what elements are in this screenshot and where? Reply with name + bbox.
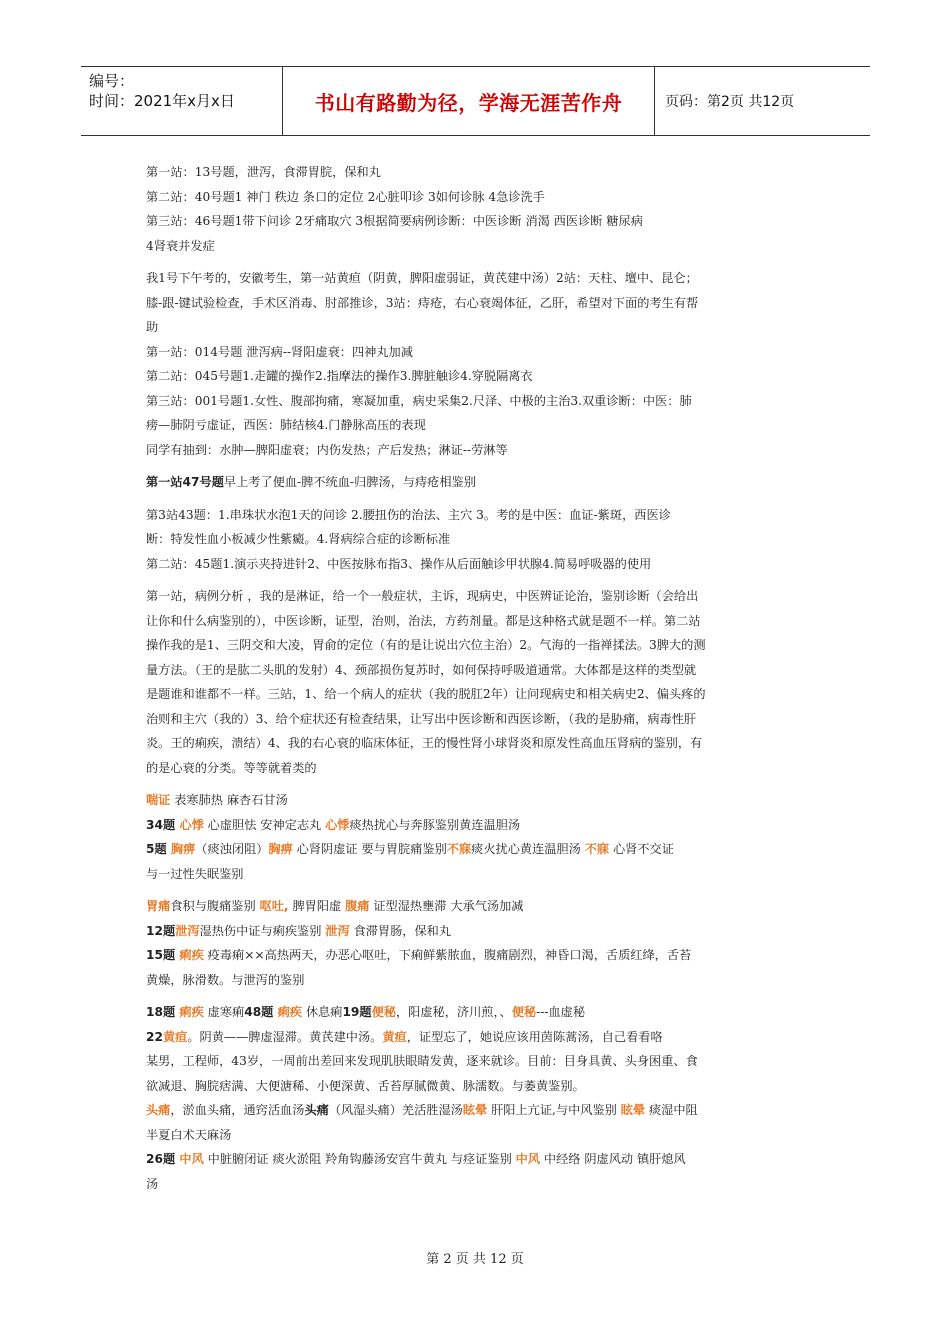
keyword: 泄泻 <box>325 923 350 938</box>
text-line <box>146 1098 806 1123</box>
text-span: 痰火扰心黄连温胆汤 <box>471 842 585 856</box>
text-line: 某男，工程师，43岁，一周前出差回来发现肌肤眼睛发黄，逐来就诊。目前：目身具黄、头身困重、食 <box>146 1054 698 1068</box>
question-number: 34题 <box>146 817 180 832</box>
keyword: 中风 <box>179 1152 204 1166</box>
text-line: 第一站，病例分析 ，我的是淋证，给一个一般症状，主诉，现病史，中医辨证论治，鉴别诊断（会给出 <box>146 589 699 603</box>
text-line: 让你和什么病鉴别的），中医诊断，证型，治则，治法，方药剂量。都是这种格式就是题不一样。第二站 <box>146 613 701 628</box>
text-line: 黄燥，脉滑数。与泄泻的鉴别 <box>146 972 305 987</box>
text-line <box>146 919 806 944</box>
text-line: 第二站：045号题1.走罐的操作2.指摩法的操作3.脾脏触诊4.穿脱隔离衣 <box>146 369 533 383</box>
text-line: 痨—肺阴亏虚证，西医：肺结核4.门静脉高压的表现 <box>146 418 426 432</box>
text-line: 欲减退、胸脘痞满、大便溏稀、小便深黄、舌苔厚腻微黄、脉濡数。与萎黄鉴别。 <box>146 1078 585 1093</box>
text-line: 是题谁和谁都不一样。三站，1、给一个病人的症状（我的脱肛2年）让问现病史和相关病史2、偏头疼的 <box>146 687 706 701</box>
keyword: 腹痛 <box>345 899 370 913</box>
keyword: 眩晕 <box>620 1103 646 1117</box>
motto: 书山有路勤为径，学海无涯苦作舟 <box>283 67 655 135</box>
text-span: 。阴黄——脾虚湿滞。黄芪建中汤。 <box>187 1029 383 1044</box>
text-line <box>146 788 806 813</box>
text-line: 第二站：45题1.演示夹持进针2、中医按脉布指3、操作从后面触诊甲状腺4.简易呼吸器的使用 <box>146 556 652 571</box>
keyword: 不寐 <box>446 842 472 856</box>
text-line <box>146 894 806 919</box>
text-line: 同学有抽到：水肿—脾阳虚衰；内伤发热；产后发热；淋证--劳淋等 <box>146 442 508 457</box>
page-header <box>81 66 870 136</box>
text-line: 膝-跟-键试验检查，手术区消毒、肘部推诊，3站：痔疮，右心衰竭体征，乙肝，希望对下面的考生有帮 <box>146 295 699 310</box>
text-span: 食滞胃肠，保和丸 <box>349 923 452 938</box>
text-line: 的是心衰的分类。等等就着类的 <box>146 760 317 775</box>
text-span: 心肾不交证 <box>609 842 674 856</box>
keyword: 便秘 <box>371 1005 396 1019</box>
text-line: 第一站：13号题，泄泻，食滞胃脘，保和丸 <box>146 165 381 179</box>
text-span: 中脏腑闭证 痰火淤阻 羚角钩藤汤安宫牛黄丸 与痉证鉴别 <box>203 1152 516 1166</box>
keyword: 心悸 <box>325 817 350 832</box>
text-line: 量方法。（王的是肱二头肌的发射）4、颈部损伤复苏时，如何保持呼吸道通常。大体都是这样的类型就 <box>146 662 697 677</box>
keyword: 黄疸 <box>382 1029 407 1044</box>
text-line: 半夏白术天麻汤 <box>146 1127 232 1142</box>
keyword: 痢疾 <box>277 1005 302 1019</box>
keyword: 喘证 <box>146 793 171 807</box>
text-line <box>146 470 806 495</box>
text-line: 我1号下午考的，安徽考生，第一站黄疸（阴黄，脾阳虚弱证，黄芪建中汤）2站：天柱、壇中、昆仑； <box>146 271 698 285</box>
text-span: 中经络 阴虚风动 镇肝熄风 <box>540 1152 686 1166</box>
header-meta <box>81 67 283 135</box>
text-line: 第三站：46号题1带下问诊 2牙痛取穴 3根据简要病例诊断：中医诊断 消渴 西医诊断 糖尿病 <box>146 214 643 228</box>
text-line: 治则和主穴（我的）3、给个症状还有检查结果，让写出中医诊断和西医诊断，（我的是胁痛，病毒性肝 <box>146 711 697 726</box>
text-line: 断：特发性血小板减少性紫癜。4.肾病综合症的诊断标准 <box>146 532 451 546</box>
text-span: ，证型忘了，她说应该用茵陈蒿汤，自己看看咯 <box>406 1029 663 1044</box>
keyword: 痢疾 <box>179 948 204 962</box>
text-span: ，淤血头痛，通窍活血汤 <box>170 1103 305 1117</box>
document-body <box>146 160 806 1196</box>
text-line: 第二站：40号题1 神门 秩边 条口的定位 2心脏叩诊 3如何诊脉 4急诊洗手 <box>146 189 545 204</box>
text-line <box>146 1025 806 1050</box>
text-span: 休息痢 <box>302 1005 343 1019</box>
keyword: 胸痹 <box>170 842 196 856</box>
text-span: 疫毒痢××高热两天，办恶心呕吐，下痢鲜紫脓血，腹痛剧烈，神昏口渴，舌质红绛，舌苔 <box>203 948 692 962</box>
text-line <box>146 1147 806 1172</box>
text-line <box>146 813 806 838</box>
text-span: 脾胃阳虚 <box>288 899 346 913</box>
question-number: 48题 <box>244 1005 278 1019</box>
text-line: 汤 <box>146 1176 159 1191</box>
question-number: 5题 <box>146 842 171 856</box>
text-span: 心虚胆怯 安神定志丸 <box>203 817 326 832</box>
keyword: 黄疸 <box>162 1029 188 1044</box>
text-span: ，阳虚秘，济川煎，、 <box>395 1005 512 1019</box>
text-span: 早上考了便血-脾不统血-归脾汤，与痔疮相鉴别 <box>223 475 476 489</box>
text-span: 心肾阴虚证 要与胃脘痛鉴别 <box>292 842 447 856</box>
text-line: 与一过性失眠鉴别 <box>146 866 244 881</box>
question-number: 26题 <box>146 1152 180 1166</box>
text-span: 肝阳上亢证,与中风鉴别 <box>487 1103 621 1117</box>
question-number: 12题 <box>146 923 176 938</box>
text-span: 痰热扰心与奔豚鉴别黄连温胆汤 <box>349 817 521 832</box>
keyword: 心悸 <box>179 817 204 832</box>
keyword: 泄泻 <box>175 923 200 938</box>
page-info: 页码：第2页 共12页 <box>665 94 795 110</box>
number-label: 编号： <box>89 72 135 90</box>
question-number: 15题 <box>146 948 180 962</box>
text-span: 表寒肺热 麻杏石甘汤 <box>170 793 288 807</box>
keyword: 眩晕 <box>462 1103 488 1117</box>
keyword: 胃痛 <box>146 899 171 913</box>
question-number: 19题 <box>342 1005 372 1019</box>
time-label: 时间：2021年x月x日 <box>89 92 235 110</box>
keyword: 不寐 <box>584 842 610 856</box>
page-footer: 第 2 页 共 12 页 <box>426 1252 524 1267</box>
text-line: 4肾衰并发症 <box>146 238 215 253</box>
text-line: 第3站43题：1.串珠状水泡1天的问诊 2.腰扭伤的治法、主穴 3。考的是中医：血证-紫斑，西医诊 <box>146 507 671 522</box>
keyword: 中风 <box>515 1152 541 1166</box>
text-span: （风湿头痛）羌活胜湿汤 <box>328 1103 463 1117</box>
text-line: 第一站：014号题 泄泻病--肾阳虚衰：四神丸加减 <box>146 344 413 359</box>
keyword: 便秘 <box>511 1005 537 1019</box>
text-line: 操作我的是1、三阴交和大凌，胃俞的定位（有的是让说出穴位主治）2。气海的一指禅揉法。3脾大的测 <box>146 638 706 652</box>
keyword-bold: 头痛 <box>304 1103 329 1117</box>
text-span: ---血虚秘 <box>536 1005 586 1019</box>
text-line: 助 <box>146 320 159 334</box>
question-number: 22 <box>146 1029 163 1044</box>
text-span: 虚寒痢 <box>203 1005 245 1019</box>
keyword: 痢疾 <box>179 1005 204 1019</box>
text-line <box>146 1000 806 1025</box>
text-span: 食积与腹痛鉴别 <box>170 899 260 913</box>
text-span: （痰浊闭阻） <box>195 842 269 856</box>
bold-label: 第一站47号题 <box>146 475 224 489</box>
text-line: 第三站：001号题1.女性、腹部拘痛，寒凝加重，病史采集2.尺泽、中极的主治3.双重诊断：中医：肺 <box>146 393 692 408</box>
text-line <box>146 837 806 862</box>
text-span: 证型湿热壅滞 大承气汤加减 <box>369 899 524 913</box>
question-number: 18题 <box>146 1005 180 1019</box>
keyword: 胸痹 <box>268 842 293 856</box>
text-span: 湿热伤中证与痢疾鉴别 <box>199 923 326 938</box>
text-line: 炎。王的痢疾，溃结）4、我的右心衰的临床体征，王的慢性肾小球肾炎和原发性高血压肾病的鉴别，有 <box>146 736 703 750</box>
text-line <box>146 943 806 968</box>
text-span: 痰湿中阻 <box>645 1103 698 1117</box>
keyword: 头痛 <box>146 1103 171 1117</box>
keyword: 呕吐, <box>259 899 289 913</box>
